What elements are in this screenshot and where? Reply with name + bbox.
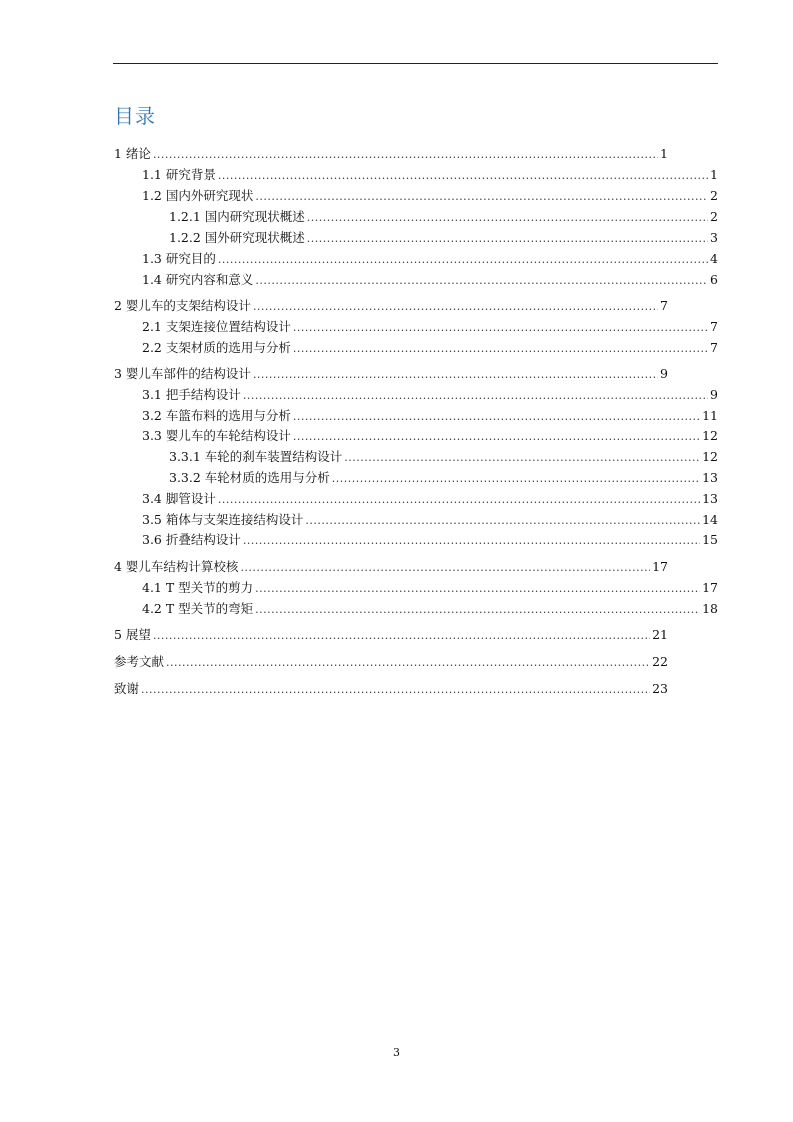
dot-leader bbox=[253, 366, 658, 384]
toc-entry-3-4[interactable] bbox=[142, 490, 718, 508]
toc-entry-page: 12 bbox=[702, 449, 718, 464]
toc-entry-1-2[interactable] bbox=[142, 187, 718, 205]
toc-entry-label: 1.3 研究目的 bbox=[142, 251, 216, 266]
toc-entry-label: 致谢 bbox=[114, 681, 140, 696]
dot-leader bbox=[332, 470, 700, 488]
toc-entry-label: 3.3.2 车轮材质的选用与分析 bbox=[169, 470, 330, 485]
toc-entry-page: 9 bbox=[710, 387, 718, 402]
toc-entry-5[interactable] bbox=[114, 626, 668, 644]
toc-entry-page: 9 bbox=[660, 366, 668, 381]
dot-leader bbox=[293, 319, 708, 337]
toc-entry-label: 1.2.1 国内研究现状概述 bbox=[169, 209, 305, 224]
dot-leader bbox=[307, 209, 708, 227]
toc-entry-page: 21 bbox=[652, 627, 668, 642]
dot-leader bbox=[218, 251, 708, 269]
toc-entry-label: 3.1 把手结构设计 bbox=[142, 387, 241, 402]
toc-entry-3-6[interactable] bbox=[142, 531, 718, 549]
toc-entry-2[interactable] bbox=[114, 297, 668, 315]
toc-entry-page: 15 bbox=[702, 532, 718, 547]
toc-entry-label: 3.4 脚管设计 bbox=[142, 491, 216, 506]
toc-entry-2-1[interactable] bbox=[142, 318, 718, 336]
toc-entry-page: 2 bbox=[710, 209, 718, 224]
dot-leader bbox=[253, 298, 658, 316]
toc-entry-label: 4 婴儿车结构计算校核 bbox=[114, 559, 239, 574]
toc-entry-3-5[interactable] bbox=[142, 511, 718, 529]
toc-entry-page: 7 bbox=[710, 319, 718, 334]
toc-entry-1-3[interactable] bbox=[142, 250, 718, 268]
toc-entry-page: 11 bbox=[702, 408, 718, 423]
toc-entry-1-2-1[interactable] bbox=[169, 208, 718, 226]
toc-entry-label: 4.1 T 型关节的剪力 bbox=[142, 580, 254, 595]
toc-entry-label: 1.2 国内外研究现状 bbox=[142, 188, 254, 203]
toc-entry-page: 17 bbox=[702, 580, 718, 595]
toc-entry-references[interactable] bbox=[114, 653, 668, 671]
dot-leader bbox=[166, 654, 650, 672]
toc-entry-label: 5 展望 bbox=[114, 627, 151, 642]
dot-leader bbox=[218, 491, 700, 509]
dot-leader bbox=[307, 230, 708, 248]
toc-entry-page: 1 bbox=[660, 146, 668, 161]
toc-entry-page: 18 bbox=[702, 601, 718, 616]
toc-entry-page: 7 bbox=[710, 340, 718, 355]
toc-entry-label: 2 婴儿车的支架结构设计 bbox=[114, 298, 251, 313]
toc-entry-page: 17 bbox=[652, 559, 668, 574]
toc-entry-1-1[interactable] bbox=[142, 166, 718, 184]
toc-entry-3-2[interactable] bbox=[142, 407, 718, 425]
toc-entry-3-3[interactable] bbox=[142, 427, 718, 445]
toc-entry-label: 3.3 婴儿车的车轮结构设计 bbox=[142, 428, 291, 443]
toc-entry-page: 13 bbox=[702, 470, 718, 485]
toc-entry-page: 13 bbox=[702, 491, 718, 506]
toc-entry-page: 7 bbox=[660, 298, 668, 313]
dot-leader bbox=[305, 512, 700, 530]
dot-leader bbox=[293, 340, 708, 358]
toc-entry-4-2[interactable] bbox=[142, 600, 718, 618]
dot-leader bbox=[240, 559, 650, 577]
toc-entry-1-4[interactable] bbox=[142, 271, 718, 289]
toc-entry-label: 2.2 支架材质的选用与分析 bbox=[142, 340, 291, 355]
toc-entry-3[interactable] bbox=[114, 365, 668, 383]
toc-entry-page: 23 bbox=[652, 681, 668, 696]
toc-entry-page: 22 bbox=[652, 654, 668, 669]
toc-entry-4-1[interactable] bbox=[142, 579, 718, 597]
toc-entry-label: 1.1 研究背景 bbox=[142, 167, 216, 182]
dot-leader bbox=[293, 408, 700, 426]
toc-entry-page: 4 bbox=[710, 251, 718, 266]
toc-entry-label: 1 绪论 bbox=[114, 146, 151, 161]
toc-entry-page: 3 bbox=[710, 230, 718, 245]
page-number: 3 bbox=[393, 1046, 400, 1059]
dot-leader bbox=[255, 601, 700, 619]
dot-leader bbox=[293, 428, 700, 446]
toc-entry-page: 14 bbox=[702, 512, 718, 527]
toc-entry-page: 2 bbox=[710, 188, 718, 203]
toc-entry-label: 3.6 折叠结构设计 bbox=[142, 532, 241, 547]
toc-entry-label: 4.2 T 型关节的弯矩 bbox=[142, 601, 254, 616]
dot-leader bbox=[255, 580, 700, 598]
toc-entry-acknowledgements[interactable] bbox=[114, 680, 668, 698]
dot-leader bbox=[153, 627, 650, 645]
toc-entry-label: 参考文献 bbox=[114, 654, 165, 669]
dot-leader bbox=[218, 167, 708, 185]
toc-entry-1[interactable] bbox=[114, 145, 668, 163]
dot-leader bbox=[344, 449, 700, 467]
toc-entry-page: 12 bbox=[702, 428, 718, 443]
dot-leader bbox=[243, 387, 708, 405]
toc-entry-label: 2.1 支架连接位置结构设计 bbox=[142, 319, 291, 334]
dot-leader bbox=[153, 146, 658, 164]
toc-entry-page: 1 bbox=[710, 167, 718, 182]
toc-entry-4[interactable] bbox=[114, 558, 668, 576]
toc-title: 目录 bbox=[114, 104, 156, 128]
dot-leader bbox=[255, 272, 708, 290]
toc-entry-label: 1.2.2 国外研究现状概述 bbox=[169, 230, 305, 245]
toc-entry-label: 3.3.1 车轮的刹车装置结构设计 bbox=[169, 449, 343, 464]
toc-entry-label: 1.4 研究内容和意义 bbox=[142, 272, 254, 287]
toc-entry-page: 6 bbox=[710, 272, 718, 287]
toc-entry-label: 3.5 箱体与支架连接结构设计 bbox=[142, 512, 304, 527]
toc-entry-3-3-1[interactable] bbox=[169, 448, 718, 466]
toc-entry-2-2[interactable] bbox=[142, 339, 718, 357]
dot-leader bbox=[141, 681, 650, 699]
dot-leader bbox=[255, 188, 708, 206]
toc-entry-3-1[interactable] bbox=[142, 386, 718, 404]
dot-leader bbox=[243, 532, 700, 550]
toc-entry-3-3-2[interactable] bbox=[169, 469, 718, 487]
toc-entry-1-2-2[interactable] bbox=[169, 229, 718, 247]
toc-entry-label: 3.2 车篮布料的选用与分析 bbox=[142, 408, 291, 423]
toc-entry-label: 3 婴儿车部件的结构设计 bbox=[114, 366, 251, 381]
